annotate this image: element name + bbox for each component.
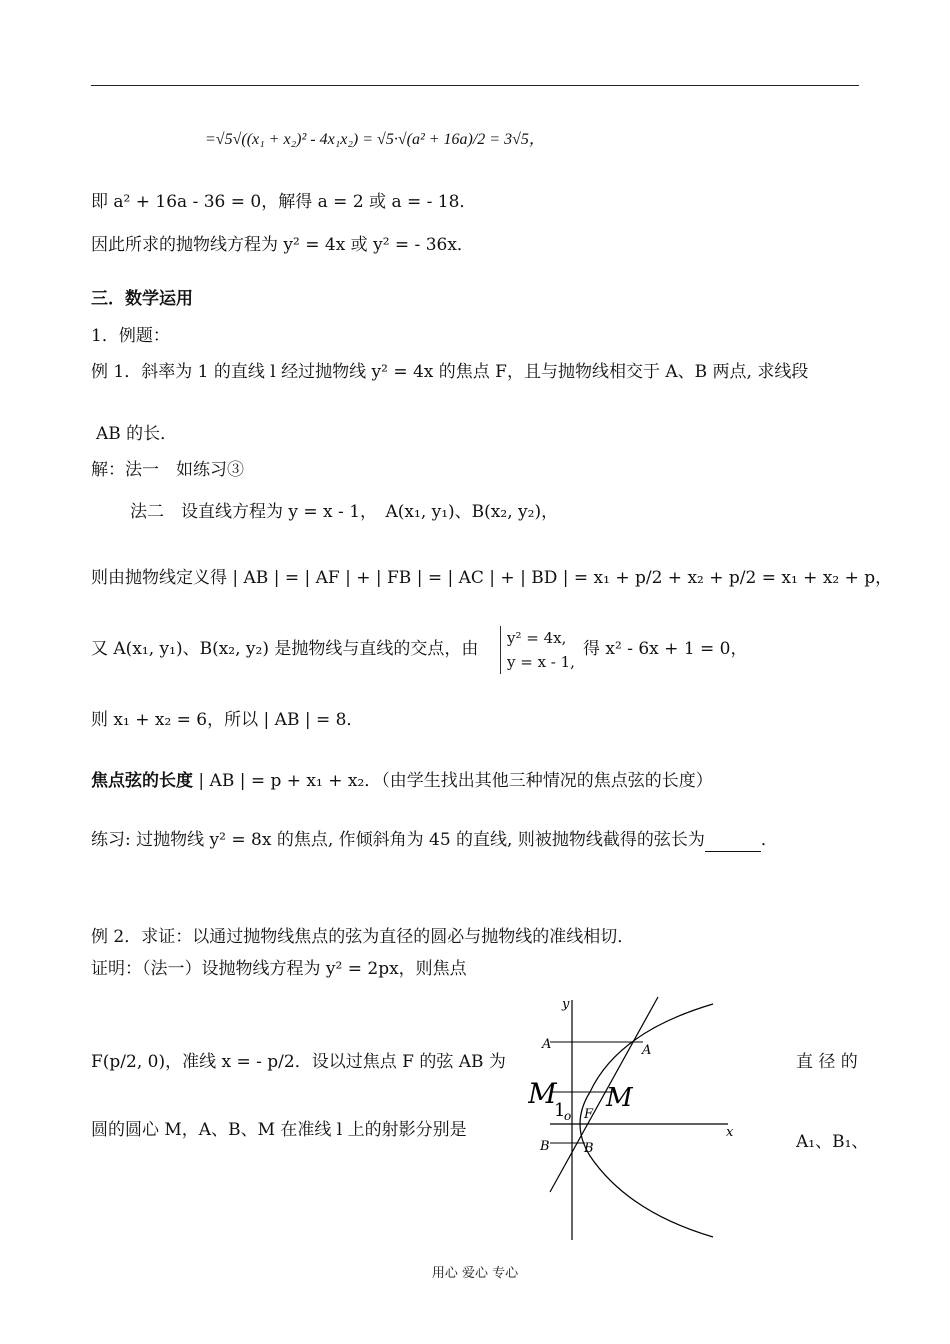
section-heading: 三．数学运用 bbox=[91, 289, 193, 309]
example-1-text: 例 1．斜率为 1 的直线 l 经过抛物线 y² = 4x 的焦点 F，且与抛物线相交于 A、B 两点, 求线段 bbox=[91, 362, 809, 382]
label-a: A bbox=[642, 1043, 652, 1058]
system-eq-2: y = x - 1, bbox=[507, 653, 575, 671]
focal-chord-label: 焦点弦的长度 bbox=[91, 771, 193, 791]
exercise-end: ． bbox=[760, 830, 778, 850]
proof-line: 圆的圆心 M，A、B、M 在准线 l 上的射影分别是 bbox=[91, 1120, 467, 1140]
text-line: 即 a² + 16a - 36 = 0，解得 a = 2 或 a = - 18． bbox=[91, 192, 477, 212]
label-x: x bbox=[726, 1125, 734, 1140]
proof-line: F(p/2, 0)，准线 x = - p/2．设以过焦点 F 的弦 AB 为 bbox=[91, 1052, 506, 1072]
focal-chord bbox=[550, 997, 658, 1192]
proof-line: 证明：（法一）设抛物线方程为 y² = 2px，则焦点 bbox=[91, 959, 467, 979]
equation-line: =√5√((x₁ + x₂)² - 4x₁x₂) = √5·√(a² + 16a)/2 = 3√5， bbox=[205, 131, 545, 148]
label-b: B bbox=[584, 1141, 594, 1156]
example-2-text: 例 2．求证：以通过抛物线焦点的弦为直径的圆必与抛物线的准线相切． bbox=[91, 927, 635, 947]
text-line: 1．例题： bbox=[91, 326, 170, 346]
label-y: y bbox=[562, 997, 570, 1012]
system-eq-1: y² = 4x, bbox=[507, 629, 567, 647]
equation-system bbox=[500, 626, 575, 674]
exercise-text: 练习: 过抛物线 y² = 8x 的焦点, 作倾斜角为 45 的直线, 则被抛物线截得的弦长为 bbox=[91, 830, 705, 850]
text-line: AB 的长． bbox=[96, 424, 178, 444]
page-footer: 用心 爱心 专心 bbox=[431, 1266, 519, 1281]
text-line: 则 x₁ + x₂ = 6，所以 | AB | = 8． bbox=[91, 710, 364, 730]
header-rule bbox=[91, 85, 859, 86]
parabola-curve bbox=[580, 1004, 713, 1237]
label-o: o bbox=[564, 1109, 572, 1123]
label-m1: M bbox=[528, 1077, 557, 1110]
parabola-figure bbox=[528, 992, 742, 1242]
equation-line: 则由抛物线定义得 | AB | = | AF | + | FB | = | AC | + | BD | = x₁ + p/2 + x₂ + p/2 = x₁ + x₂ + p， bbox=[91, 568, 893, 588]
text-line: 得 x² - 6x + 1 = 0， bbox=[583, 639, 748, 659]
label-b1: B bbox=[540, 1139, 550, 1154]
label-one: 1 bbox=[554, 1100, 566, 1121]
focal-chord-formula: | AB | = p + x₁ + x₂．（由学生找出其他三种情况的焦点弦的长度） bbox=[198, 771, 713, 791]
label-a1: A bbox=[542, 1037, 552, 1052]
text-line: 直 径 的 bbox=[796, 1052, 858, 1072]
label-m: M bbox=[606, 1083, 633, 1113]
label-f: F bbox=[584, 1107, 594, 1122]
solution-line: 法二 设直线方程为 y = x - 1， A(x₁, y₁)、B(x₂, y₂)， bbox=[130, 502, 559, 522]
text-line: 因此所求的抛物线方程为 y² = 4x 或 y² = - 36x． bbox=[91, 235, 474, 255]
text-line: 又 A(x₁, y₁)、B(x₂, y₂) 是抛物线与直线的交点，由 bbox=[91, 639, 479, 659]
exercise-line bbox=[91, 828, 778, 852]
answer-blank[interactable] bbox=[705, 833, 761, 852]
solution-line: 解：法一 如练习③ bbox=[91, 460, 244, 480]
text-line: A₁、B₁、 bbox=[796, 1132, 869, 1152]
focal-chord-line bbox=[91, 769, 713, 793]
